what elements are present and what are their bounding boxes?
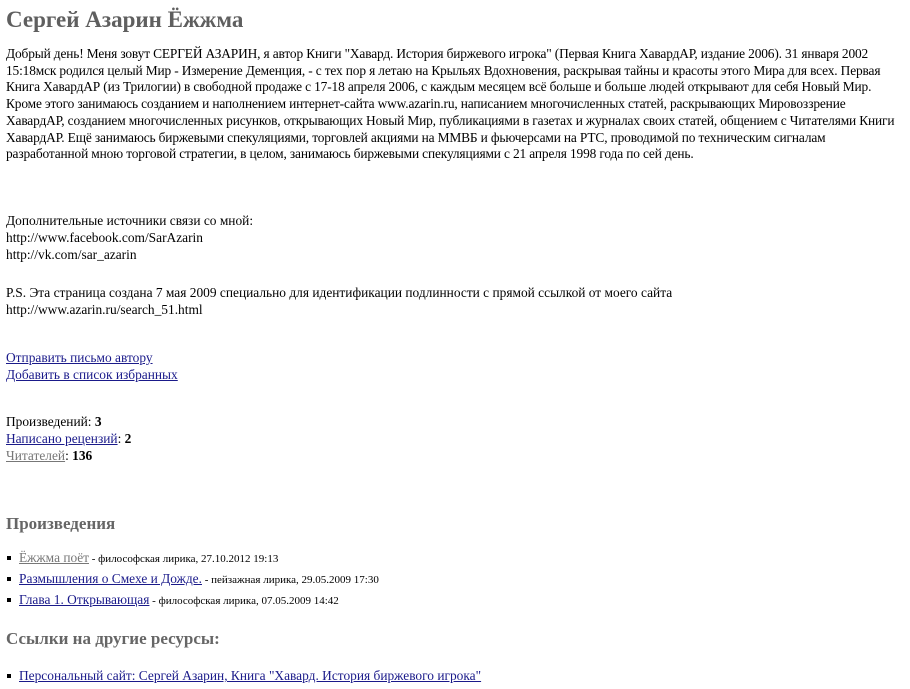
author-name: Сергей Азарин Ёжжма: [6, 7, 244, 32]
work-title-link[interactable]: Ёжжма поёт: [19, 550, 90, 565]
bullet-icon: [7, 556, 11, 560]
works-section-title: Произведения: [6, 514, 116, 533]
stat-readers-count: 136: [72, 448, 93, 463]
stat-separator: :: [117, 431, 125, 446]
work-item: [6, 569, 379, 590]
work-meta: - философская лирика, 07.05.2009 14:42: [149, 595, 339, 607]
stat-separator: :: [87, 414, 95, 429]
send-letter-link[interactable]: Отправить письмо автору: [6, 350, 153, 365]
work-title-link[interactable]: Глава 1. Открывающая: [19, 592, 150, 607]
contact-facebook: http://www.facebook.com/SarAzarin: [6, 230, 203, 245]
add-favorites-link[interactable]: Добавить в список избранных: [6, 367, 178, 382]
reviews-link[interactable]: Написано рецензий: [6, 431, 118, 446]
contacts-block: [6, 212, 253, 263]
work-title-link[interactable]: Размышления о Смехе и Дожде.: [19, 571, 202, 586]
ps-url: http://www.azarin.ru/search_51.html: [6, 302, 203, 317]
bullet-icon: [7, 598, 11, 602]
stat-works-count: 3: [94, 414, 102, 429]
author-actions: [6, 349, 178, 383]
ps-block: [6, 284, 672, 318]
external-link-item: [6, 666, 481, 685]
stat-works-label: Произведений: [6, 414, 88, 429]
stat-readers: [6, 447, 131, 464]
external-links-list: [6, 666, 481, 685]
work-meta: - пейзажная лирика, 29.05.2009 17:30: [201, 574, 379, 586]
contact-vk: http://vk.com/sar_azarin: [6, 247, 137, 262]
bio-text: Добрый день! Меня зовут СЕРГЕЙ АЗАРИН, я автор Книги "Хавард. История биржевого игрока" (Первая Книга ХавардАР, издание 2006). 31 января 2002 15:18мск родился целый Мир - Измерение Деменция, - с тех пор я летаю на Крыльях Вдохновения, раскрывая тайны и красоты этого Мира для всех. Первая Книга ХавардАР (из Трилогии) в свободной продаже с 17-18 апреля 2006, с каждым месяцем всё больше и больше людей открывают для себя Новый Мир. Кроме этого занимаюсь созданием и наполнением интернет-сайта www.azarin.ru, написанием многочисленных статей, раскрывающих Мировоззрение ХавардАР, созданием многочисленных рисунков, открывающих Новый Мир, публикациями в газетах и журналах своих статей, общением с Читателями Книги ХавардАР. Ещё занимаюсь биржевыми спекуляциями, торговлей акциями на ММВБ и фьючерсами на РТС, проводимой по техническим сигналам разработанной мною торговой стратегии, в целом, занимаюсь биржевыми спекуляциями с 21 апреля 1998 года по сей день.: [6, 46, 895, 162]
stat-reviews: [6, 430, 131, 447]
personal-site-link[interactable]: Персональный сайт: Сергей Азарин, Книга "Хавард. История биржевого игрока": [19, 668, 482, 683]
stat-separator: :: [65, 448, 73, 463]
work-item: [6, 548, 379, 569]
work-item: [6, 590, 379, 611]
author-bio: [6, 46, 904, 163]
readers-link[interactable]: Читателей: [6, 448, 66, 463]
stat-reviews-count: 2: [124, 431, 132, 446]
stat-works: [6, 413, 131, 430]
bullet-icon: [7, 577, 11, 581]
contacts-heading: Дополнительные источники связи со мной:: [6, 213, 254, 228]
links-section-title: Ссылки на другие ресурсы:: [6, 629, 220, 648]
work-meta: - философская лирика, 27.10.2012 19:13: [89, 553, 279, 565]
works-list: [6, 548, 379, 611]
author-stats: [6, 413, 131, 464]
ps-line: P.S. Эта страница создана 7 мая 2009 специально для идентификации подлинности с прямой ссылкой от моего сайта: [6, 285, 673, 300]
bullet-icon: [7, 674, 11, 678]
